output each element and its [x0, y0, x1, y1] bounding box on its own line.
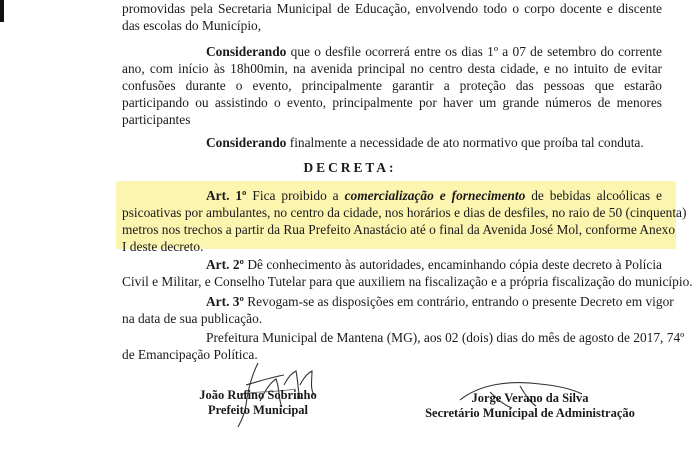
paragraph-2-line-1: [206, 43, 662, 60]
closing-line-2: de Emancipação Política.: [122, 347, 258, 362]
secretary-role: Secretário Municipal de Administração: [425, 406, 635, 420]
paragraph-2-line-5: participantes: [122, 112, 191, 127]
secretary-name: Jorge Verano da Silva: [471, 391, 589, 405]
closing-line-1: Prefeitura Municipal de Mantena (MG), aos 02 (dois) dias do mês de agosto de 2017, 74º: [206, 330, 685, 345]
art-1-line-4: I deste decreto.: [122, 239, 204, 254]
paragraph-2-line-1-text: que o desfile ocorrerá entre os dias 1º a 07 de setembro do corrente: [290, 44, 662, 59]
art-1-line-2: psicoativas por ambulantes, no centro da cidade, nos horários e dias de desfiles, no raio de 50 (cinquenta): [122, 205, 687, 220]
art-1-line-3: metros nos trechos a partir da Rua Prefeito Anastácio até o final da Avenida José Mol, conforme Anexo: [122, 222, 676, 237]
art-1-emphasis: comercialização e fornecimento: [344, 188, 526, 203]
decreta-heading: DECRETA:: [303, 160, 397, 175]
paragraph-2-line-4: participando ou assistindo o evento, principalmente por haver um grande números de menores: [122, 95, 662, 110]
art-2-label: Art. 2º: [206, 257, 244, 272]
paragraph-2-line-3: confusões durante o evento, principalmente garantir a proteção das pessoas que estarão: [122, 78, 662, 93]
mayor-name: João Rufino Sobrinho: [199, 388, 317, 402]
art-1-line-1: [206, 187, 662, 204]
mayor-role: Prefeito Municipal: [207, 403, 309, 417]
page-edge-mark: [0, 0, 4, 22]
considerando-lead-2: Considerando: [206, 135, 287, 150]
paragraph-1-line-2: das escolas do Município,: [122, 18, 262, 33]
art-1-text-a: Fica proibido a: [252, 188, 339, 203]
art-3-line-1: [206, 293, 674, 310]
paragraph-3-line-1: [206, 134, 662, 151]
art-2-line-2: Civil e Militar, e Conselho Tutelar para que auxiliem na fiscalização e a própria fiscalização do município.: [122, 274, 693, 289]
considerando-lead: Considerando: [206, 44, 287, 59]
art-3-line-1-text: Revogam-se as disposições em contrário, entrando o presente Decreto em vigor: [247, 294, 674, 309]
paragraph-1-line-1: promovidas pela Secretaria Municipal de Educação, envolvendo todo o corpo docente e discente: [122, 1, 662, 16]
paragraph-3-text: finalmente a necessidade de ato normativo que proíba tal conduta.: [289, 135, 644, 150]
art-2-line-1: [206, 256, 662, 273]
art-1-label: Art. 1º: [206, 188, 247, 203]
art-2-line-1-text: Dê conhecimento às autoridades, encaminhando cópia deste decreto à Polícia: [247, 257, 662, 272]
art-3-label: Art. 3º: [206, 294, 244, 309]
paragraph-2-line-2: ano, com início às 18h00min, na avenida principal no centro desta cidade, e no intuito de evitar: [122, 61, 662, 76]
art-3-line-2: na data de sua publicação.: [122, 311, 263, 326]
art-1-text-b: de bebidas alcoólicas e: [531, 188, 662, 203]
